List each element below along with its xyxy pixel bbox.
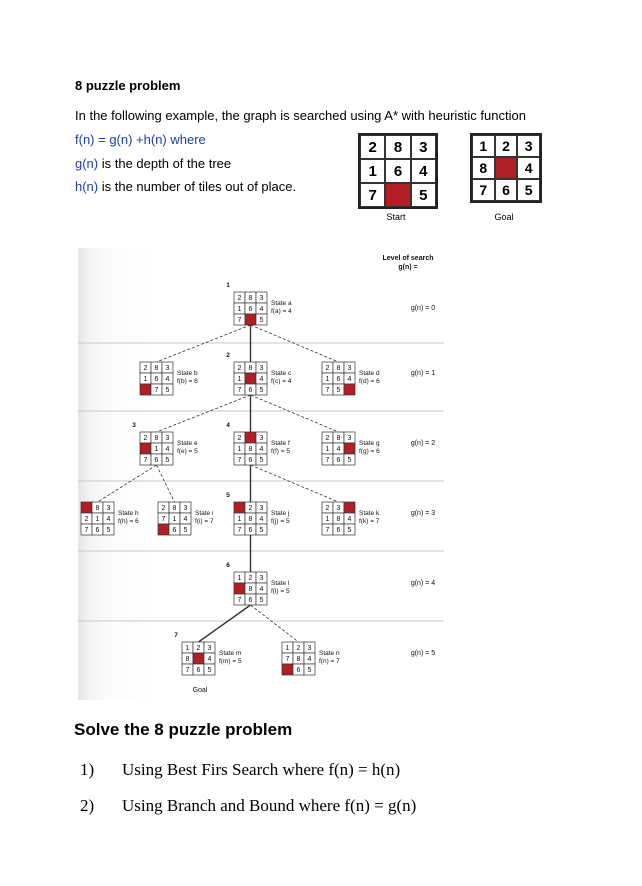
- tree-tile-number: 2: [325, 505, 330, 512]
- edge-c-g: [251, 395, 339, 432]
- tree-tile-number: 6: [248, 306, 253, 313]
- tree-tile-number: 1: [325, 516, 330, 523]
- tree-tile-number: 3: [259, 505, 264, 512]
- tree-blank-tile: [282, 664, 293, 675]
- goal-puzzle-grid: [470, 133, 542, 203]
- tree-tile-number: 8: [154, 435, 159, 442]
- tree-tile-number: 8: [336, 365, 341, 372]
- tree-tile-number: 1: [325, 376, 330, 383]
- search-tree-figure: [78, 248, 444, 700]
- tree-blank-tile: [234, 583, 245, 594]
- tree-tile-number: 2: [325, 435, 330, 442]
- state-f-i: f(i) = 7: [195, 518, 214, 525]
- tree-tile-number: 4: [259, 376, 264, 383]
- tree-tile-number: 8: [95, 505, 100, 512]
- tree-tile-number: 6: [172, 527, 177, 534]
- tree-tile-number: 7: [325, 527, 330, 534]
- state-name-h: State h: [118, 510, 139, 517]
- tree-tile-number: 5: [106, 527, 111, 534]
- expansion-order-e: 3: [132, 422, 136, 429]
- tile-1: 1: [472, 135, 495, 157]
- tree-tile-number: 8: [248, 295, 253, 302]
- tree-tile-number: 5: [259, 597, 264, 604]
- start-label: Start: [386, 212, 406, 222]
- state-name-f: State f: [271, 440, 290, 447]
- tree-tile-number: 1: [154, 446, 159, 453]
- tree-tile-number: 6: [248, 597, 253, 604]
- state-name-l: State l: [271, 580, 290, 587]
- tree-tile-number: 2: [237, 295, 242, 302]
- level-header-g: g(n) =: [398, 264, 418, 271]
- expansion-order-m: 7: [174, 632, 178, 639]
- tree-tile-number: 5: [259, 317, 264, 324]
- tile-8: 8: [472, 157, 495, 179]
- tree-tile-number: 5: [307, 667, 312, 674]
- expansion-order-a: 1: [226, 282, 230, 289]
- state-f-f: f(f) = 5: [271, 448, 290, 455]
- edge-e-h: [98, 465, 157, 502]
- tree-tile-number: 8: [248, 365, 253, 372]
- tree-tile-number: 8: [336, 516, 341, 523]
- expansion-order-c: 2: [226, 352, 230, 359]
- state-name-m: State m: [219, 650, 242, 657]
- level-header: Level of search: [382, 255, 434, 262]
- tree-tile-number: 1: [237, 376, 242, 383]
- tree-tile-number: 3: [307, 645, 312, 652]
- tree-tile-number: 5: [207, 667, 212, 674]
- tree-tile-number: 5: [259, 457, 264, 464]
- state-name-e: State e: [177, 440, 198, 447]
- tree-tile-number: 1: [237, 446, 242, 453]
- tree-tile-number: 1: [325, 446, 330, 453]
- tree-tile-number: 6: [154, 457, 159, 464]
- tree-tile-number: 4: [336, 446, 341, 453]
- tree-tile-number: 1: [237, 575, 242, 582]
- level-label-5: g(n) = 5: [410, 650, 436, 657]
- tree-tile-number: 4: [259, 306, 264, 313]
- tree-tile-number: 1: [237, 516, 242, 523]
- formula-rest: = g(n) +h(n) where: [94, 132, 206, 147]
- edge-e-i: [157, 465, 175, 502]
- tile-2: 2: [495, 135, 518, 157]
- tree-tile-number: 8: [248, 586, 253, 593]
- tile-2: 2: [360, 135, 385, 159]
- tree-tile-number: 7: [237, 387, 242, 394]
- task-2-text: Using Branch and Bound where f(n) = g(n): [122, 796, 417, 815]
- tree-tile-number: 7: [143, 457, 148, 464]
- level-label-0: g(n) = 0: [410, 305, 436, 312]
- tree-tile-number: 8: [154, 365, 159, 372]
- tree-tile-number: 5: [259, 527, 264, 534]
- tree-tile-number: 5: [165, 387, 170, 394]
- tree-tile-number: 3: [165, 365, 170, 372]
- tree-tile-number: 8: [172, 505, 177, 512]
- tree-tile-number: 4: [165, 446, 170, 453]
- tree-tile-number: 5: [165, 457, 170, 464]
- tree-blank-tile: [193, 653, 204, 664]
- tree-tile-number: 4: [207, 656, 212, 663]
- formula-f-term: f(n): [75, 132, 95, 147]
- tree-tile-number: 2: [248, 505, 253, 512]
- tree-tile-number: 4: [347, 376, 352, 383]
- tree-tile-number: 7: [154, 387, 159, 394]
- state-f-c: f(c) = 4: [271, 378, 292, 385]
- tile-7: 7: [360, 183, 385, 207]
- tree-tile-number: 6: [154, 376, 159, 383]
- tree-tile-number: 2: [84, 516, 89, 523]
- tree-tile-number: 2: [325, 365, 330, 372]
- state-f-h: f(h) = 6: [118, 518, 139, 525]
- tree-blank-tile: [344, 502, 355, 513]
- level-label-3: g(n) = 3: [410, 510, 436, 517]
- tile-7: 7: [472, 179, 495, 201]
- tree-tile-number: 1: [172, 516, 177, 523]
- tree-tile-number: 7: [237, 317, 242, 324]
- page-title: 8 puzzle problem: [75, 78, 181, 93]
- g-definition: [75, 156, 231, 171]
- tree-tile-number: 7: [161, 516, 166, 523]
- tree-tile-number: 4: [259, 446, 264, 453]
- task-2-num: 2): [80, 796, 95, 815]
- tree-tile-number: 6: [336, 527, 341, 534]
- tree-tile-number: 5: [347, 527, 352, 534]
- tree-tile-number: 5: [336, 387, 341, 394]
- state-f-m: f(m) = 5: [219, 658, 242, 665]
- tree-tile-number: 6: [248, 457, 253, 464]
- tree-blank-tile: [140, 443, 151, 454]
- tree-tile-number: 2: [237, 435, 242, 442]
- blank-tile: [495, 157, 518, 179]
- tree-tile-number: 3: [259, 295, 264, 302]
- state-name-a: State a: [271, 300, 292, 307]
- tree-tile-number: 8: [185, 656, 190, 663]
- expansion-order-f: 4: [226, 422, 230, 429]
- tree-tile-number: 4: [347, 516, 352, 523]
- tree-tile-number: 8: [336, 435, 341, 442]
- state-name-g: State g: [359, 440, 380, 447]
- edge-c-e: [157, 395, 251, 432]
- tree-blank-tile: [344, 384, 355, 395]
- edge-l-n: [251, 605, 299, 642]
- g-term: g(n): [75, 156, 99, 171]
- tree-tile-number: 3: [183, 505, 188, 512]
- tree-goal-label: Goal: [192, 687, 208, 694]
- tree-tile-number: 4: [106, 516, 111, 523]
- formula-line: [75, 132, 206, 147]
- tree-tile-number: 1: [285, 645, 290, 652]
- tree-tile-number: 3: [336, 505, 341, 512]
- start-puzzle-grid: [358, 133, 438, 209]
- tree-blank-tile: [245, 314, 256, 325]
- level-label-1: g(n) = 1: [410, 370, 436, 377]
- state-name-n: State n: [319, 650, 340, 657]
- tree-tile-number: 3: [259, 365, 264, 372]
- tree-tile-number: 4: [307, 656, 312, 663]
- tree-tile-number: 3: [207, 645, 212, 652]
- tree-tile-number: 3: [106, 505, 111, 512]
- tree-tile-number: 7: [237, 457, 242, 464]
- state-name-j: State j: [271, 510, 290, 517]
- tree-tile-number: 6: [196, 667, 201, 674]
- tile-6: 6: [385, 159, 410, 183]
- tree-tile-number: 1: [143, 376, 148, 383]
- task-heading: Solve the 8 puzzle problem: [74, 720, 293, 739]
- tree-tile-number: 3: [165, 435, 170, 442]
- task-1-num: 1): [80, 760, 95, 779]
- state-f-n: f(n) = 7: [319, 658, 340, 665]
- tree-tile-number: 5: [183, 527, 188, 534]
- tile-4: 4: [411, 159, 436, 183]
- tree-blank-tile: [245, 432, 256, 443]
- search-tree-svg: [78, 248, 444, 700]
- state-f-a: f(a) = 4: [271, 308, 292, 315]
- g-text: is the depth of the tree: [98, 156, 232, 171]
- tile-6: 6: [495, 179, 518, 201]
- state-f-k: f(k) = 7: [359, 518, 380, 525]
- tile-1: 1: [360, 159, 385, 183]
- h-text: is the number of tiles out of place.: [98, 179, 297, 194]
- h-definition: [75, 179, 296, 194]
- state-f-j: f(j) = 5: [271, 518, 290, 525]
- tree-tile-number: 8: [248, 516, 253, 523]
- tree-tile-number: 7: [285, 656, 290, 663]
- tree-tile-number: 2: [237, 365, 242, 372]
- tree-tile-number: 1: [185, 645, 190, 652]
- goal-label: Goal: [494, 212, 514, 222]
- tile-8: 8: [385, 135, 410, 159]
- tree-tile-number: 1: [95, 516, 100, 523]
- tree-tile-number: 3: [259, 575, 264, 582]
- tree-tile-number: 2: [161, 505, 166, 512]
- state-name-i: State i: [195, 510, 214, 517]
- tree-tile-number: 6: [95, 527, 100, 534]
- tree-tile-number: 7: [325, 457, 330, 464]
- edge-f-k: [251, 465, 339, 502]
- h-term: h(n): [75, 179, 99, 194]
- level-label-4: g(n) = 4: [410, 580, 436, 587]
- level-label-2: g(n) = 2: [410, 440, 436, 447]
- state-f-g: f(g) = 6: [359, 448, 380, 455]
- tree-tile-number: 6: [248, 387, 253, 394]
- expansion-order-j: 5: [226, 492, 230, 499]
- tree-tile-number: 7: [84, 527, 89, 534]
- tree-tile-number: 2: [143, 365, 148, 372]
- tree-blank-tile: [344, 443, 355, 454]
- tree-tile-number: 2: [248, 575, 253, 582]
- state-f-b: f(b) = 6: [177, 378, 198, 385]
- tree-blank-tile: [140, 384, 151, 395]
- tree-tile-number: 5: [259, 387, 264, 394]
- state-name-d: State d: [359, 370, 380, 377]
- tree-tile-number: 1: [237, 306, 242, 313]
- tree-blank-tile: [234, 502, 245, 513]
- state-f-d: f(d) = 6: [359, 378, 380, 385]
- tree-tile-number: 6: [336, 376, 341, 383]
- tree-blank-tile: [245, 373, 256, 384]
- tile-5: 5: [517, 179, 540, 201]
- intro-text: In the following example, the graph is searched using A* with heuristic function: [75, 108, 526, 123]
- tree-tile-number: 3: [347, 435, 352, 442]
- task-1-text: Using Best Firs Search where f(n) = h(n): [122, 760, 401, 779]
- tree-tile-number: 4: [259, 586, 264, 593]
- tree-tile-number: 8: [296, 656, 301, 663]
- tree-tile-number: 3: [347, 365, 352, 372]
- tree-blank-tile: [81, 502, 92, 513]
- edge-l-m: [199, 605, 251, 642]
- tile-5: 5: [411, 183, 436, 207]
- tree-tile-number: 7: [325, 387, 330, 394]
- tree-tile-number: 3: [259, 435, 264, 442]
- tree-tile-number: 4: [165, 376, 170, 383]
- tile-3: 3: [517, 135, 540, 157]
- tile-4: 4: [517, 157, 540, 179]
- tree-tile-number: 8: [248, 446, 253, 453]
- tree-tile-number: 7: [237, 597, 242, 604]
- state-f-e: f(e) = 5: [177, 448, 198, 455]
- blank-tile: [385, 183, 410, 207]
- state-name-k: State k: [359, 510, 380, 517]
- tree-tile-number: 2: [296, 645, 301, 652]
- tree-tile-number: 2: [143, 435, 148, 442]
- tree-tile-number: 6: [296, 667, 301, 674]
- state-name-b: State b: [177, 370, 198, 377]
- state-f-l: f(l) = 5: [271, 588, 290, 595]
- tree-tile-number: 2: [196, 645, 201, 652]
- tree-tile-number: 4: [259, 516, 264, 523]
- expansion-order-l: 6: [226, 562, 230, 569]
- tree-tile-number: 6: [248, 527, 253, 534]
- tree-blank-tile: [158, 524, 169, 535]
- tree-tile-number: 5: [347, 457, 352, 464]
- tree-tile-number: 6: [336, 457, 341, 464]
- tree-tile-number: 4: [183, 516, 188, 523]
- tree-tile-number: 7: [237, 527, 242, 534]
- tree-tile-number: 7: [185, 667, 190, 674]
- tile-3: 3: [411, 135, 436, 159]
- state-name-c: State c: [271, 370, 292, 377]
